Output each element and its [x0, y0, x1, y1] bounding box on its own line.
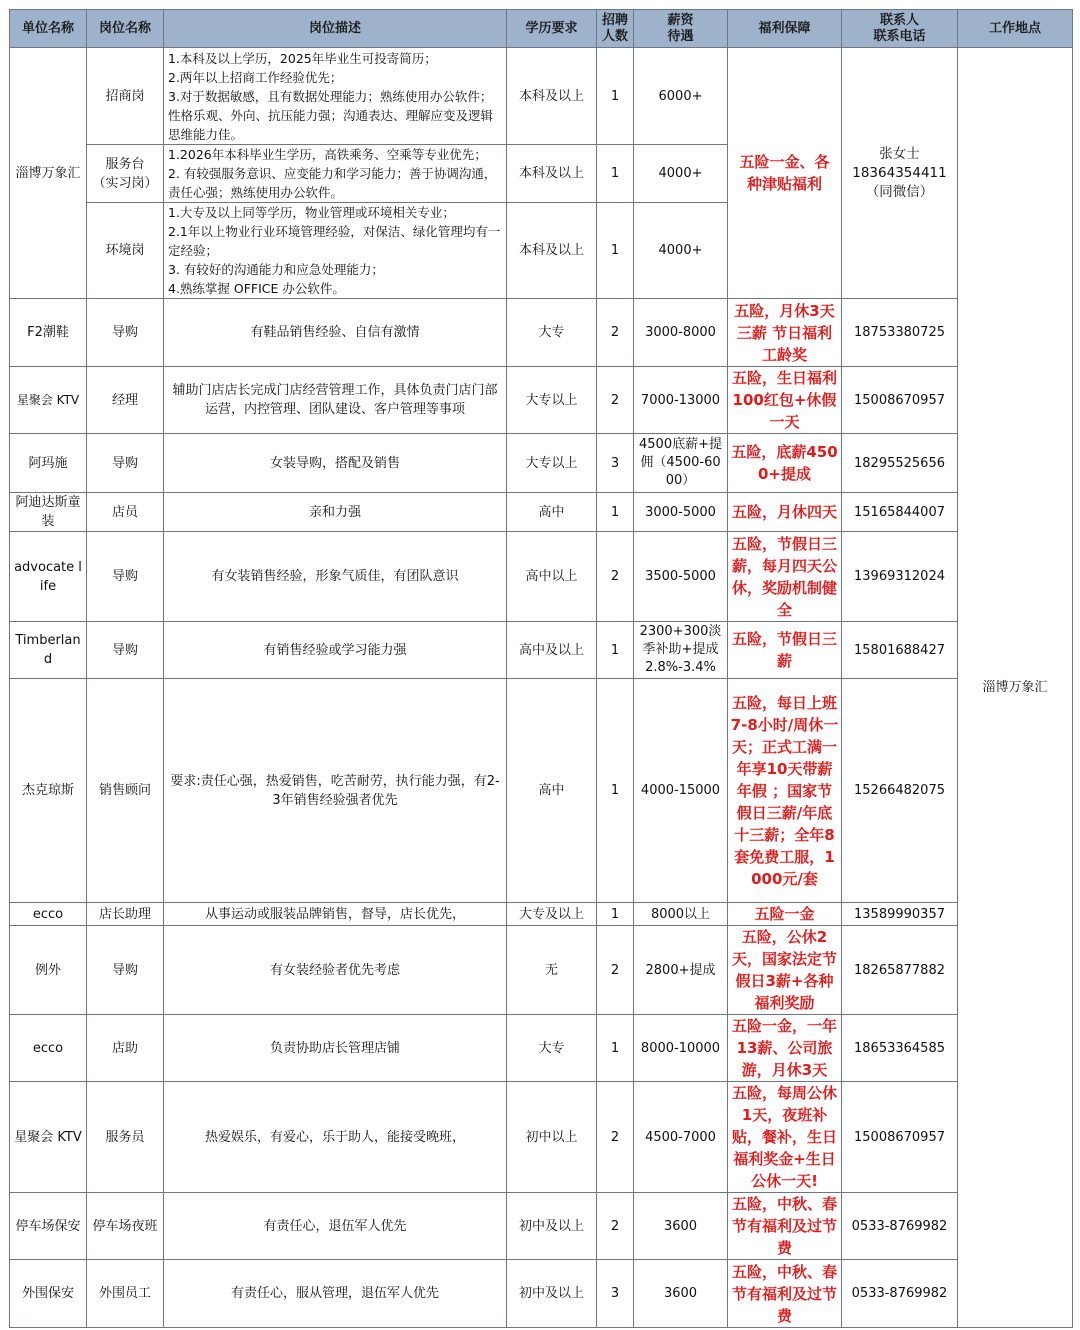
- location-cell: 淄博万象汇: [958, 48, 1073, 1328]
- position-cell: 导购: [87, 434, 164, 493]
- education-cell: 大专以上: [507, 367, 597, 434]
- header-salary: 薪资 待遇: [634, 10, 728, 48]
- education-cell: 初中以上: [507, 1082, 597, 1193]
- position-cell: 店长助理: [87, 903, 164, 926]
- salary-cell: 7000-13000: [634, 367, 728, 434]
- table-row: [10, 679, 1073, 903]
- count-cell: 1: [597, 48, 634, 145]
- education-cell: 本科及以上: [507, 145, 597, 203]
- header-education: 学历要求: [507, 10, 597, 48]
- header-company: 单位名称: [10, 10, 87, 48]
- position-cell: 店员: [87, 493, 164, 532]
- salary-cell: 4500底薪+提佣（4500-6000）: [634, 434, 728, 493]
- header-location: 工作地点: [958, 10, 1073, 48]
- education-cell: 大专: [507, 1015, 597, 1082]
- position-cell: 导购: [87, 299, 164, 367]
- company-cell: 星聚会 KTV: [10, 367, 87, 434]
- position-cell: 导购: [87, 926, 164, 1015]
- table-row: [10, 299, 1073, 367]
- salary-cell: 6000+: [634, 48, 728, 145]
- phone-cell: 18295525656: [842, 434, 958, 493]
- description-cell: 亲和力强: [164, 493, 507, 532]
- description-cell: 有责任心，退伍军人优先: [164, 1193, 507, 1260]
- salary-cell: 2800+提成: [634, 926, 728, 1015]
- header-benefits: 福利保障: [728, 10, 842, 48]
- salary-cell: 3500-5000: [634, 532, 728, 622]
- contact-cell: 张女士 18364354411 （同微信）: [842, 48, 958, 299]
- table-row: [10, 367, 1073, 434]
- education-cell: 大专: [507, 299, 597, 367]
- company-cell: 例外: [10, 926, 87, 1015]
- count-cell: 1: [597, 203, 634, 299]
- phone-cell: 0533-8769982: [842, 1193, 958, 1260]
- phone-cell: 18753380725: [842, 299, 958, 367]
- phone-cell: 13969312024: [842, 532, 958, 622]
- company-cell: F2潮鞋: [10, 299, 87, 367]
- education-cell: 高中: [507, 493, 597, 532]
- count-cell: 1: [597, 679, 634, 903]
- position-cell: 销售顾问: [87, 679, 164, 903]
- description-cell: 有女装销售经验，形象气质佳，有团队意识: [164, 532, 507, 622]
- position-cell: 店助: [87, 1015, 164, 1082]
- phone-cell: 15165844007: [842, 493, 958, 532]
- benefit-cell: 五险，月休四天: [728, 493, 842, 532]
- description-cell: 1.2026年本科毕业生学历，高铁乘务、空乘等专业优先； 2. 有较强服务意识、应变能力和学习能力；善于协调沟通，责任心强；熟练使用办公软件。: [164, 145, 507, 203]
- count-cell: 1: [597, 622, 634, 679]
- company-cell: 阿玛施: [10, 434, 87, 493]
- table-row: [10, 926, 1073, 1015]
- count-cell: 3: [597, 434, 634, 493]
- salary-cell: 4000+: [634, 203, 728, 299]
- description-cell: 热爱娱乐，有爱心，乐于助人，能接受晚班，: [164, 1082, 507, 1193]
- count-cell: 2: [597, 1193, 634, 1260]
- salary-cell: 2300+300淡季补助+提成2.8%-3.4%: [634, 622, 728, 679]
- education-cell: 大专以上: [507, 434, 597, 493]
- phone-cell: 0533-8769982: [842, 1260, 958, 1328]
- benefit-cell: 五险，月休3天三薪 节日福利工龄奖: [728, 299, 842, 367]
- count-cell: 2: [597, 367, 634, 434]
- count-cell: 2: [597, 1082, 634, 1193]
- description-cell: 女装导购，搭配及销售: [164, 434, 507, 493]
- count-cell: 2: [597, 532, 634, 622]
- description-cell: 有女装经验者优先考虑: [164, 926, 507, 1015]
- table-row: [10, 1082, 1073, 1193]
- company-cell: 阿迪达斯童装: [10, 493, 87, 532]
- benefit-cell: 五险，生日福利100红包+休假一天: [728, 367, 842, 434]
- company-cell: 星聚会 KTV: [10, 1082, 87, 1193]
- education-cell: 初中及以上: [507, 1260, 597, 1328]
- benefit-cell: 五险，底薪4500+提成: [728, 434, 842, 493]
- benefit-cell: 五险，每周公休1天，夜班补贴，餐补，生日福利奖金+生日公休一天!: [728, 1082, 842, 1193]
- header-position: 岗位名称: [87, 10, 164, 48]
- benefit-cell: 五险，中秋、春节有福利及过节费: [728, 1193, 842, 1260]
- job-table: [9, 9, 1073, 1328]
- phone-cell: 18653364585: [842, 1015, 958, 1082]
- phone-cell: 15008670957: [842, 1082, 958, 1193]
- description-cell: 负责协助店长管理店铺: [164, 1015, 507, 1082]
- description-cell: 1.大专及以上同等学历，物业管理或环境相关专业； 2.1年以上物业行业环境管理经验，对保洁、绿化管理均有一定经验； 3. 有较好的沟通能力和应急处理能力； 4.熟练掌握 OFFICE 办公软件。: [164, 203, 507, 299]
- benefit-cell: 五险一金: [728, 903, 842, 926]
- salary-cell: 3600: [634, 1260, 728, 1328]
- education-cell: 高中: [507, 679, 597, 903]
- count-cell: 1: [597, 493, 634, 532]
- count-cell: 1: [597, 145, 634, 203]
- description-cell: 有鞋品销售经验、自信有激情: [164, 299, 507, 367]
- header-row: [10, 10, 1073, 48]
- position-cell: 服务台 （实习岗）: [87, 145, 164, 203]
- count-cell: 2: [597, 299, 634, 367]
- education-cell: 本科及以上: [507, 48, 597, 145]
- benefit-cell: 五险，每日上班7-8小时/周休一天；正式工满一年享10天带薪年假 ；国家节假日三薪/年底十三薪；全年8套免费工服，1000元/套: [728, 679, 842, 903]
- benefit-cell: 五险，节假日三薪，每月四天公休，奖励机制健全: [728, 532, 842, 622]
- count-cell: 3: [597, 1260, 634, 1328]
- salary-cell: 3600: [634, 1193, 728, 1260]
- salary-cell: 4500-7000: [634, 1082, 728, 1193]
- table-row: [10, 1260, 1073, 1328]
- phone-cell: 13589990357: [842, 903, 958, 926]
- education-cell: 高中及以上: [507, 622, 597, 679]
- description-cell: 要求:责任心强，热爱销售，吃苦耐劳，执行能力强，有2-3年销售经验强者优先: [164, 679, 507, 903]
- salary-cell: 3000-5000: [634, 493, 728, 532]
- benefit-cell: 五险一金、各种津贴福利: [728, 48, 842, 299]
- position-cell: 服务员: [87, 1082, 164, 1193]
- phone-cell: 15266482075: [842, 679, 958, 903]
- count-cell: 2: [597, 926, 634, 1015]
- table-row: [10, 622, 1073, 679]
- position-cell: 导购: [87, 532, 164, 622]
- company-cell: 杰克琼斯: [10, 679, 87, 903]
- position-cell: 停车场夜班: [87, 1193, 164, 1260]
- education-cell: 初中及以上: [507, 1193, 597, 1260]
- position-cell: 经理: [87, 367, 164, 434]
- company-cell: 停车场保安: [10, 1193, 87, 1260]
- phone-cell: 18265877882: [842, 926, 958, 1015]
- education-cell: 本科及以上: [507, 203, 597, 299]
- description-cell: 有责任心，服从管理，退伍军人优先: [164, 1260, 507, 1328]
- salary-cell: 8000以上: [634, 903, 728, 926]
- table-row: [10, 1015, 1073, 1082]
- education-cell: 无: [507, 926, 597, 1015]
- description-cell: 有销售经验或学习能力强: [164, 622, 507, 679]
- table-row: [10, 434, 1073, 493]
- count-cell: 1: [597, 1015, 634, 1082]
- salary-cell: 4000+: [634, 145, 728, 203]
- salary-cell: 3000-8000: [634, 299, 728, 367]
- description-cell: 1.本科及以上学历，2025年毕业生可投寄简历； 2.两年以上招商工作经验优先； 3.对于数据敏感，且有数据处理能力；熟练使用办公软件；性格乐观、外向、抗压能力强；沟通表达、理解应变及逻辑思维能力佳。: [164, 48, 507, 145]
- table-row: [10, 532, 1073, 622]
- table-row: [10, 903, 1073, 926]
- table-row: [10, 1193, 1073, 1260]
- company-cell: advocate life: [10, 532, 87, 622]
- description-cell: 从事运动或服装品牌销售，督导，店长优先，: [164, 903, 507, 926]
- company-cell: ecco: [10, 1015, 87, 1082]
- company-cell: 淄博万象汇: [10, 48, 87, 299]
- benefit-cell: 五险一金，一年13薪、公司旅游，月休3天: [728, 1015, 842, 1082]
- position-cell: 导购: [87, 622, 164, 679]
- position-cell: 外围员工: [87, 1260, 164, 1328]
- table-row: [10, 48, 1073, 145]
- table-row: [10, 493, 1073, 532]
- phone-cell: 15801688427: [842, 622, 958, 679]
- salary-cell: 4000-15000: [634, 679, 728, 903]
- benefit-cell: 五险，中秋、春节有福利及过节费: [728, 1260, 842, 1328]
- position-cell: 环境岗: [87, 203, 164, 299]
- salary-cell: 8000-10000: [634, 1015, 728, 1082]
- header-description: 岗位描述: [164, 10, 507, 48]
- header-count: 招聘 人数: [597, 10, 634, 48]
- education-cell: 高中以上: [507, 532, 597, 622]
- description-cell: 辅助门店店长完成门店经营管理工作，具体负责门店门部运营，内控管理、团队建设、客户管理等事项: [164, 367, 507, 434]
- benefit-cell: 五险，节假日三薪: [728, 622, 842, 679]
- company-cell: ecco: [10, 903, 87, 926]
- company-cell: 外围保安: [10, 1260, 87, 1328]
- company-cell: Timberland: [10, 622, 87, 679]
- benefit-cell: 五险，公休2天，国家法定节假日3薪+各种福利奖励: [728, 926, 842, 1015]
- count-cell: 1: [597, 903, 634, 926]
- header-contact: 联系人 联系电话: [842, 10, 958, 48]
- education-cell: 大专及以上: [507, 903, 597, 926]
- phone-cell: 15008670957: [842, 367, 958, 434]
- position-cell: 招商岗: [87, 48, 164, 145]
